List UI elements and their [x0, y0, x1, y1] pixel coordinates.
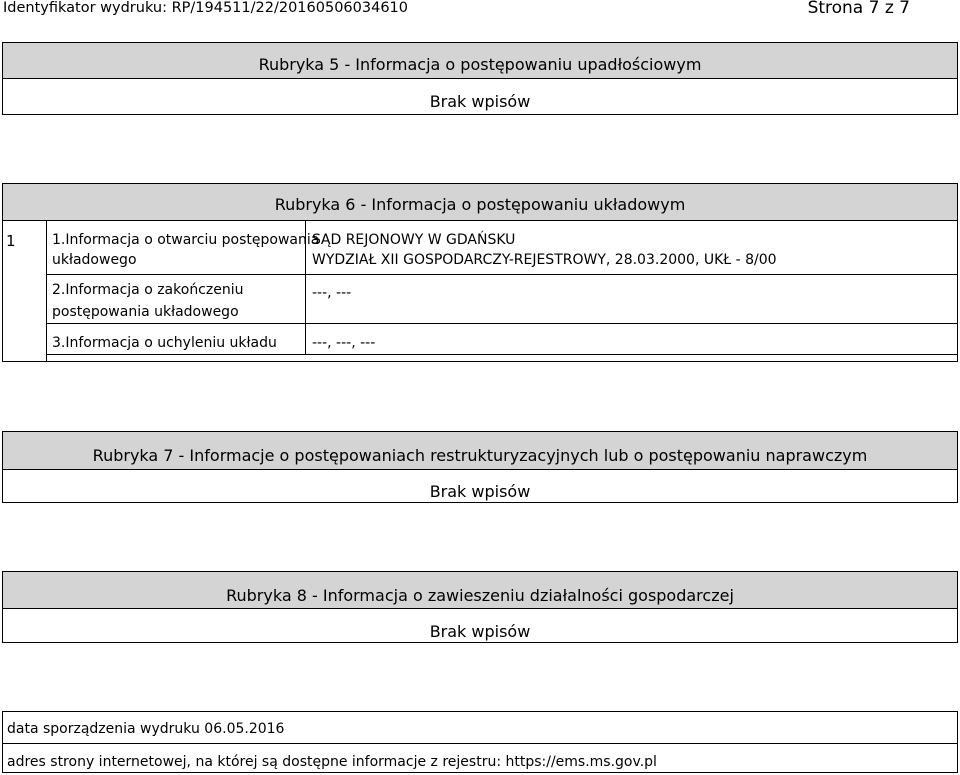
rubryka8-body — [2, 608, 958, 643]
row2-label-line2: postępowania układowego — [52, 304, 239, 320]
row1-label-line2: układowego — [52, 252, 137, 268]
rubryka8-empty: Brak wpisów — [429, 622, 531, 641]
rubryka7-header — [2, 431, 958, 470]
rubryka8-header — [2, 571, 958, 609]
rubryka7-title: Rubryka 7 - Informacje o postępowaniach restrukturyzacyjnych lub o postępowaniu naprawczym — [92, 446, 868, 465]
row1-value-line1: SĄD REJONOWY W GDAŃSKU — [312, 232, 516, 248]
row-number: 1 — [6, 232, 16, 250]
registry-address: adres strony internetowej, na której są dostępne informacje z rejestru: https://ems.ms.gov.pl — [7, 754, 657, 770]
rubryka5-empty: Brak wpisów — [429, 92, 531, 111]
rubryka6-header — [2, 183, 958, 221]
row3-label: 3.Informacja o uchyleniu układu — [52, 335, 277, 351]
print-identifier: Identyfikator wydruku: RP/194511/22/20160506034610 — [3, 0, 409, 16]
rubryka5-header — [2, 42, 958, 79]
rubryka7-body — [2, 469, 958, 503]
rubryka6-title: Rubryka 6 - Informacja o postępowaniu układowym — [274, 195, 686, 214]
row1-value-line2: WYDZIAŁ XII GOSPODARCZY-REJESTROWY, 28.03.2000, UKŁ - 8/00 — [312, 252, 777, 268]
row1-label-line1: 1.Informacja o otwarciu postępowania — [52, 232, 320, 248]
row2-label-line1: 2.Informacja o zakończeniu — [52, 282, 244, 298]
footer-box — [2, 711, 958, 773]
rubryka8-title: Rubryka 8 - Informacja o zawieszeniu działalności gospodarczej — [226, 586, 734, 605]
rubryka5-title: Rubryka 5 - Informacja o postępowaniu upadłościowym — [258, 55, 702, 74]
rubryka6-table — [2, 220, 958, 362]
rubryka7-empty: Brak wpisów — [429, 482, 531, 501]
rubryka5-body — [2, 78, 958, 115]
page-number: Strona 7 z 7 — [807, 0, 910, 18]
print-date: data sporządzenia wydruku 06.05.2016 — [7, 721, 285, 737]
row2-value: ---, --- — [312, 285, 352, 301]
row3-value: ---, ---, --- — [312, 335, 376, 351]
